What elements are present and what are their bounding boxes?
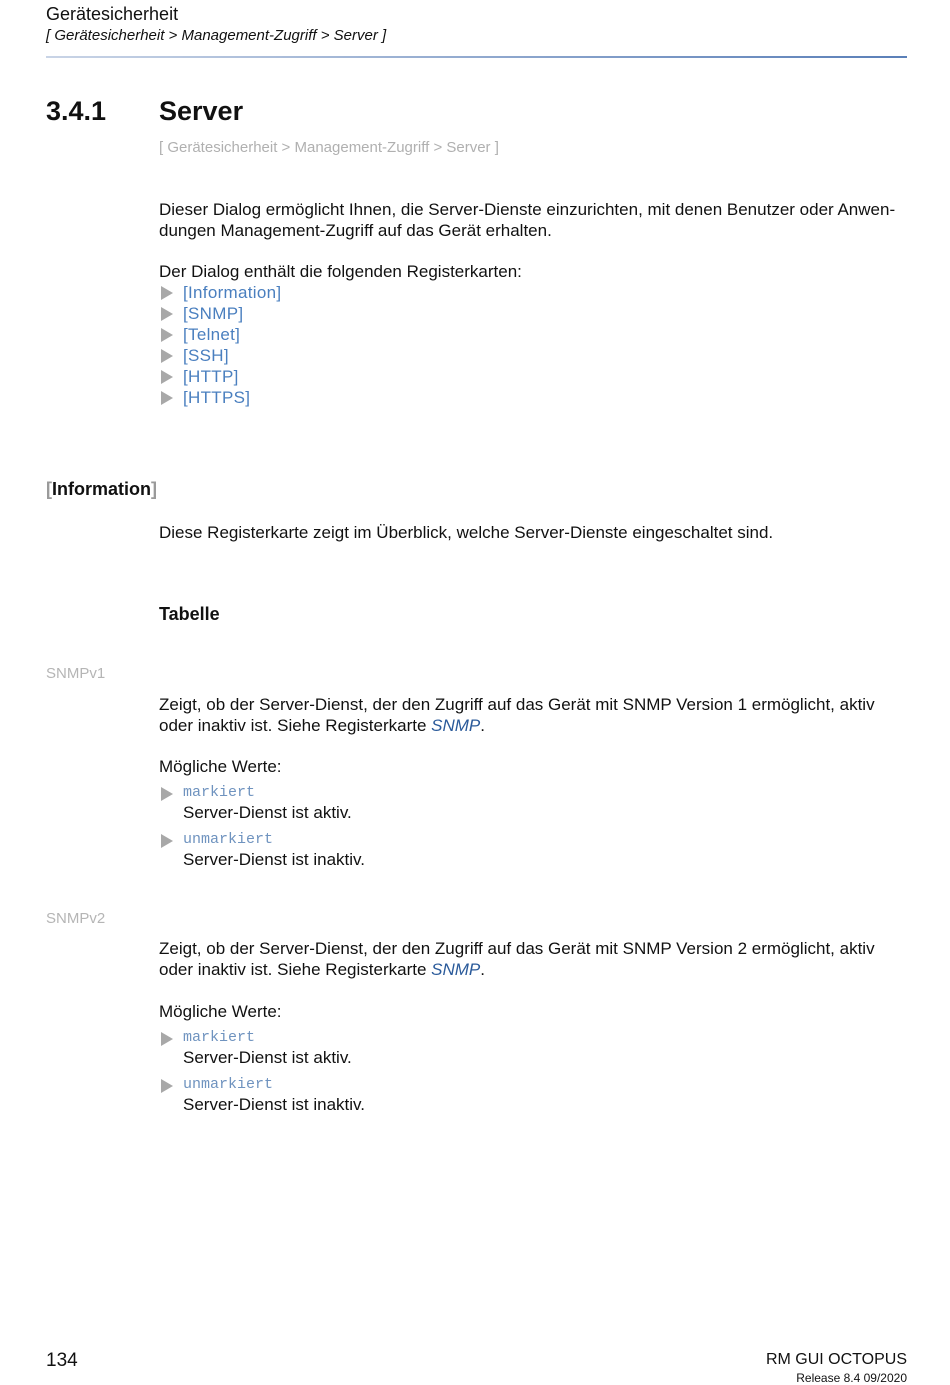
snmp-tab-reference-link[interactable]: SNMP [431,716,481,735]
tab-link-item [159,366,281,387]
bullet-triangle-icon [161,286,173,300]
value-name: unmarkiert [183,1076,274,1093]
table-subheading: Tabelle [159,604,220,624]
bullet-triangle-icon [161,834,173,848]
tab-link-http[interactable]: [HTTP] [183,367,239,386]
product-name: RM GUI OCTOPUS [765,1351,907,1368]
section-number: 3.4.1 [46,96,107,126]
running-header-title: Gerätesicherheit [46,4,179,24]
value-item [159,830,365,877]
tab-link-item [159,324,281,345]
snmp-tab-reference-link[interactable]: SNMP [431,960,481,979]
param-description-line-2 [159,715,909,736]
param-description-line-1: Zeigt, ob der Server-Dienst, der den Zugriff auf das Gerät mit SNMP Version 1 ermöglicht, aktiv [159,695,875,714]
param-label-snmpv2: SNMPv2 [46,910,106,927]
value-item [159,783,365,830]
section-title: Server [159,96,244,126]
value-list [159,783,365,877]
bullet-triangle-icon [161,307,173,321]
bullet-triangle-icon [161,349,173,363]
tab-link-item [159,387,281,408]
value-description: Server-Dienst ist aktiv. [183,803,352,822]
heading-bracket-open: [ [46,479,52,499]
page-number: 134 [46,1350,78,1371]
bullet-triangle-icon [161,1032,173,1046]
release-info: Release 8.4 09/2020 [796,1371,907,1385]
param-description-line-1: Zeigt, ob der Server-Dienst, der den Zugriff auf das Gerät mit SNMP Version 2 ermöglicht, aktiv [159,939,875,958]
tab-link-snmp[interactable]: [SNMP] [183,304,244,323]
param-description-text: oder inaktiv ist. Siehe Registerkarte [159,960,432,979]
intro-paragraph-line-2: dungen Management-Zugriff auf das Gerät erhalten. [159,221,552,240]
param-description [159,938,909,980]
section-menu-path: [ Gerätesicherheit > Management-Zugriff > Server ] [159,139,499,156]
value-item [159,1028,365,1075]
intro-paragraph [159,199,909,241]
bullet-triangle-icon [161,328,173,342]
value-description: Server-Dienst ist aktiv. [183,1048,352,1067]
value-description: Server-Dienst ist inaktiv. [183,1095,366,1114]
heading-text: Information [52,479,151,499]
heading-bracket-close: ] [151,479,157,499]
running-header-path: [ Gerätesicherheit > Management-Zugriff > Server ] [46,27,387,44]
tabs-intro-text: Der Dialog enthält die folgenden Registerkarten: [159,262,522,281]
value-list [159,1028,365,1122]
value-item [159,1075,365,1122]
possible-values-label: Mögliche Werte: [159,757,282,776]
tab-link-ssh[interactable]: [SSH] [183,346,229,365]
tab-link-item [159,282,281,303]
value-name: markiert [183,1029,256,1046]
information-description: Diese Registerkarte zeigt im Überblick, welche Server-Dienste eingeschaltet sind. [159,523,774,542]
possible-values-label: Mögliche Werte: [159,1002,282,1021]
param-description-text: oder inaktiv ist. Siehe Registerkarte [159,716,432,735]
information-tab-heading [46,479,157,500]
bullet-triangle-icon [161,391,173,405]
value-description: Server-Dienst ist inaktiv. [183,850,366,869]
param-description-line-2 [159,959,909,980]
param-description [159,694,909,736]
value-name: markiert [183,784,256,801]
param-description-period: . [480,960,485,979]
value-name: unmarkiert [183,831,274,848]
tab-link-list [159,282,281,408]
tab-link-telnet[interactable]: [Telnet] [183,325,241,344]
tab-link-information[interactable]: [Information] [183,283,282,302]
tab-link-item [159,303,281,324]
tab-link-https[interactable]: [HTTPS] [183,388,251,407]
intro-paragraph-line-1: Dieser Dialog ermöglicht Ihnen, die Server-Dienste einzurichten, mit denen Benutzer oder Anwen- [159,200,896,219]
bullet-triangle-icon [161,787,173,801]
tab-link-item [159,345,281,366]
bullet-triangle-icon [161,1079,173,1093]
bullet-triangle-icon [161,370,173,384]
param-label-snmpv1: SNMPv1 [46,665,106,682]
header-divider [46,56,907,58]
param-description-period: . [480,716,485,735]
